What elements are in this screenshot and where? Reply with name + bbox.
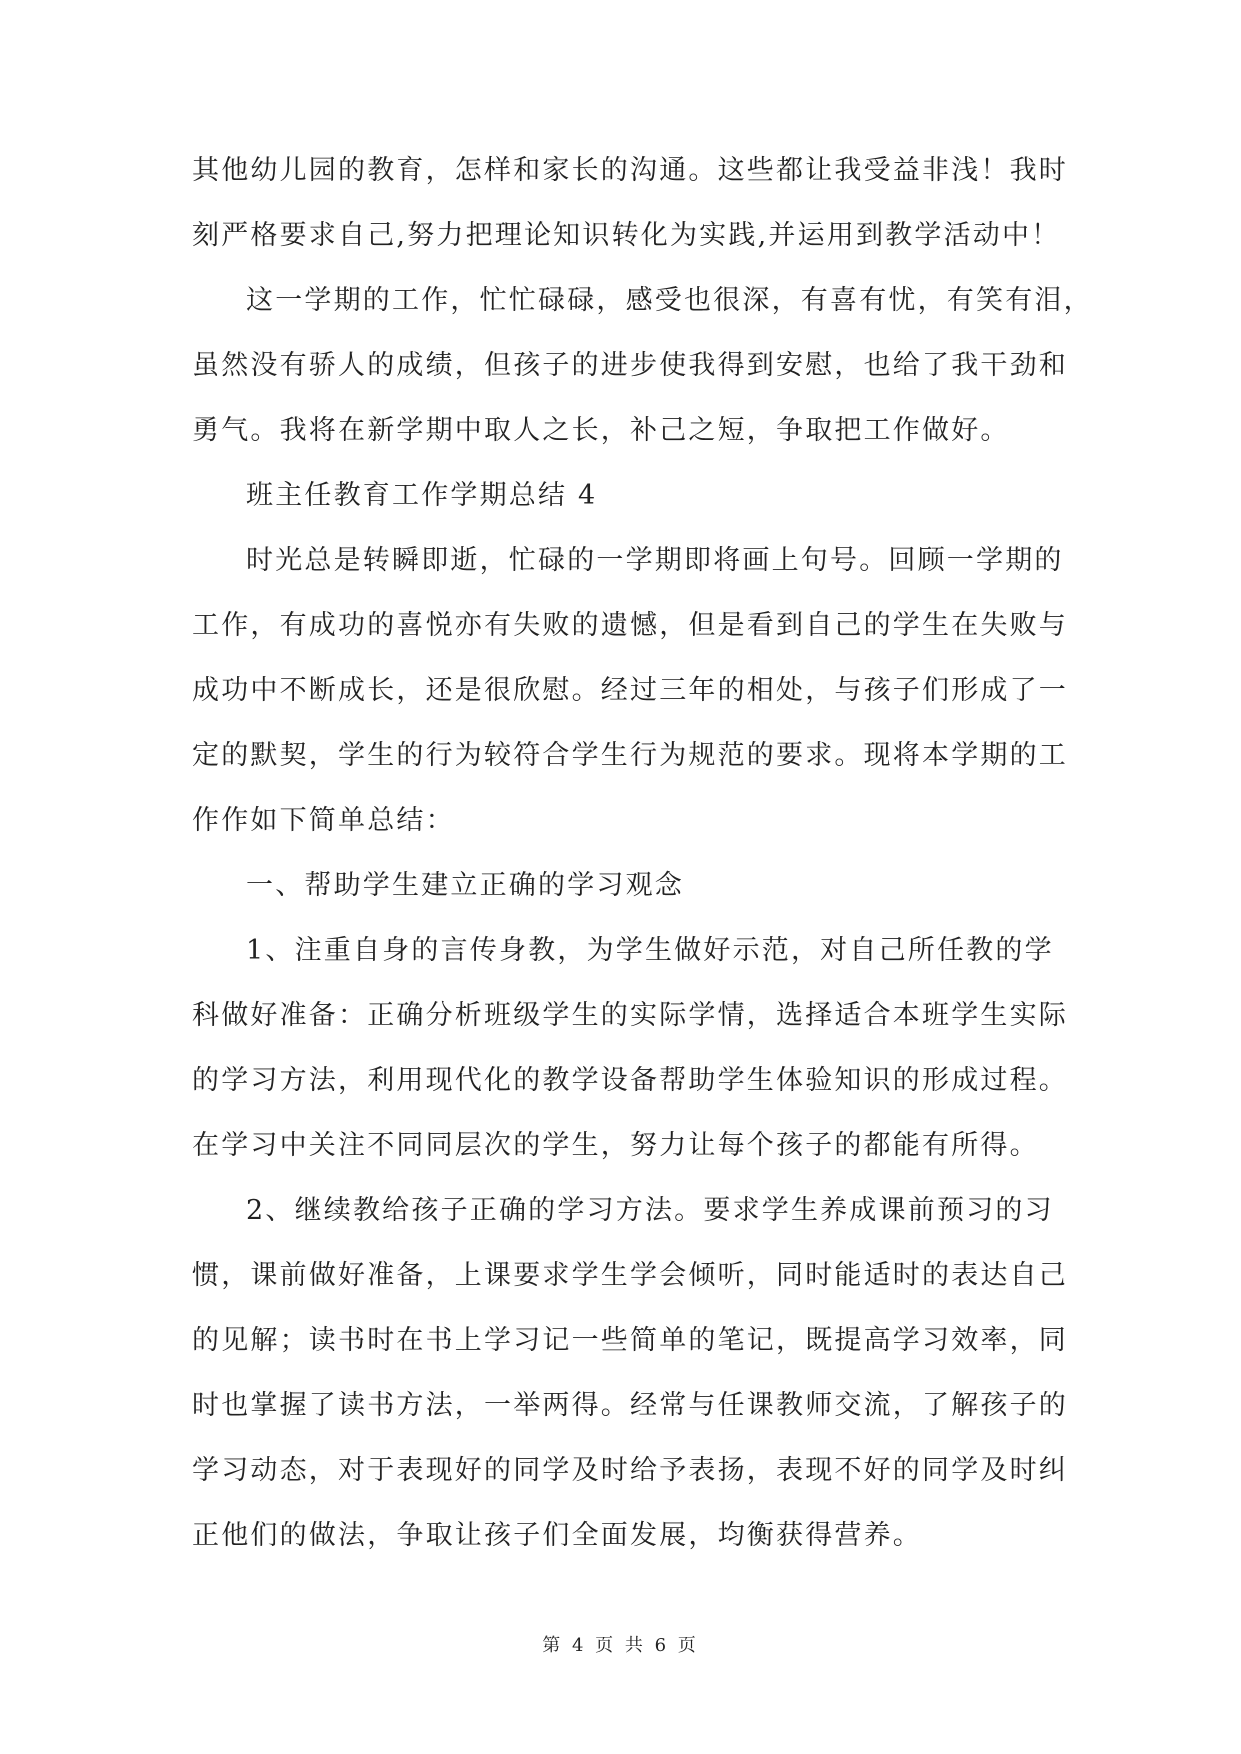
text-line: 学习动态，对于表现好的同学及时给予表扬，表现不好的同学及时纠 bbox=[192, 1455, 1068, 1486]
text-line: 虽然没有骄人的成绩，但孩子的进步使我得到安慰，也给了我干劲和 bbox=[192, 350, 1068, 381]
subsection-heading: 一、帮助学生建立正确的学习观念 bbox=[246, 870, 684, 901]
section-heading: 班主任教育工作学期总结 4 bbox=[246, 480, 598, 511]
paragraph-start: 时光总是转瞬即逝，忙碌的一学期即将画上句号。回顾一学期的 bbox=[246, 545, 1064, 576]
text-line: 正他们的做法，争取让孩子们全面发展，均衡获得营养。 bbox=[192, 1520, 922, 1551]
paragraph-start: 1、注重自身的言传身教，为学生做好示范，对自己所任教的学 bbox=[246, 935, 1054, 966]
page-number-footer: 第 4 页 共 6 页 bbox=[542, 1635, 699, 1656]
text-line: 成功中不断成长，还是很欣慰。经过三年的相处，与孩子们形成了一 bbox=[192, 675, 1068, 706]
paragraph-start: 2、继续教给孩子正确的学习方法。要求学生养成课前预习的习 bbox=[246, 1195, 1054, 1226]
text-line: 的见解；读书时在书上学习记一些简单的笔记，既提高学习效率，同 bbox=[192, 1325, 1068, 1356]
text-line: 其他幼儿园的教育，怎样和家长的沟通。这些都让我受益非浅！我时 bbox=[192, 155, 1068, 186]
text-line: 作作如下简单总结： bbox=[192, 805, 455, 836]
text-line: 时也掌握了读书方法，一举两得。经常与任课教师交流，了解孩子的 bbox=[192, 1390, 1068, 1421]
text-line: 惯，课前做好准备，上课要求学生学会倾听，同时能适时的表达自己 bbox=[192, 1260, 1068, 1291]
text-line: 勇气。我将在新学期中取人之长，补己之短，争取把工作做好。 bbox=[192, 415, 1010, 446]
paragraph-start: 这一学期的工作，忙忙碌碌，感受也很深，有喜有忧，有笑有泪， bbox=[246, 285, 1093, 316]
text-line: 工作，有成功的喜悦亦有失败的遗憾，但是看到自己的学生在失败与 bbox=[192, 610, 1068, 641]
text-line: 的学习方法，利用现代化的教学设备帮助学生体验知识的形成过程。 bbox=[192, 1065, 1068, 1096]
text-line: 刻严格要求自己,努力把理论知识转化为实践,并运用到教学活动中！ bbox=[192, 220, 1061, 251]
document-body bbox=[192, 154, 1093, 1584]
text-line: 科做好准备：正确分析班级学生的实际学情，选择适合本班学生实际 bbox=[192, 1000, 1068, 1031]
text-line: 在学习中关注不同同层次的学生，努力让每个孩子的都能有所得。 bbox=[192, 1130, 1039, 1161]
text-line: 定的默契，学生的行为较符合学生行为规范的要求。现将本学期的工 bbox=[192, 740, 1068, 771]
